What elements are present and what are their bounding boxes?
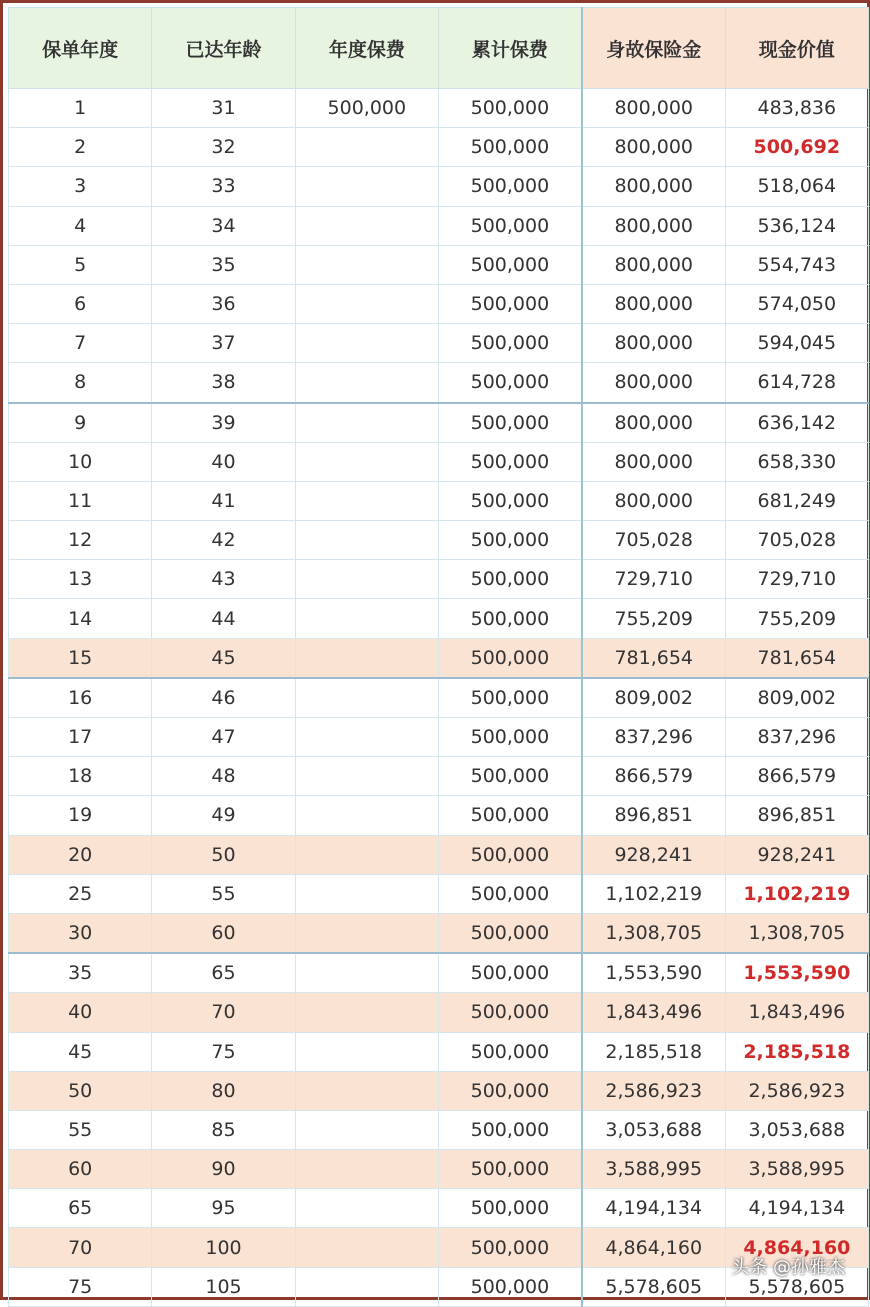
cell-age: 43 bbox=[152, 560, 295, 599]
cell-death-benefit: 2,185,518 bbox=[582, 1032, 725, 1071]
cell-cash-value: 518,064 bbox=[725, 167, 868, 206]
cell-death-benefit: 800,000 bbox=[582, 128, 725, 167]
table-row bbox=[9, 953, 869, 993]
cell-age: 85 bbox=[152, 1110, 295, 1149]
table-row bbox=[9, 167, 869, 206]
cell-death-benefit: 800,000 bbox=[582, 403, 725, 443]
header-age: 已达年龄 bbox=[152, 8, 295, 89]
cell-cash-value: 483,836 bbox=[725, 89, 868, 128]
cell-cash-value: 4,864,160 bbox=[725, 1228, 868, 1267]
cell-age: 42 bbox=[152, 521, 295, 560]
cell-policy-year: 40 bbox=[9, 993, 152, 1032]
cell-age: 60 bbox=[152, 913, 295, 953]
cell-policy-year: 20 bbox=[9, 835, 152, 874]
cell-death-benefit: 1,553,590 bbox=[582, 953, 725, 993]
cell-age: 35 bbox=[152, 245, 295, 284]
cell-cash-value: 3,588,995 bbox=[725, 1150, 868, 1189]
table-row bbox=[9, 1150, 869, 1189]
cell-annual-premium bbox=[295, 363, 438, 403]
cell-annual-premium bbox=[295, 913, 438, 953]
cell-cash-value: 4,194,134 bbox=[725, 1189, 868, 1228]
cell-age: 40 bbox=[152, 442, 295, 481]
cell-cash-value: 500,692 bbox=[725, 128, 868, 167]
cell-annual-premium bbox=[295, 1032, 438, 1071]
cell-total-premium: 500,000 bbox=[438, 913, 581, 953]
cell-death-benefit: 837,296 bbox=[582, 718, 725, 757]
cell-annual-premium bbox=[295, 1150, 438, 1189]
table-row bbox=[9, 481, 869, 520]
table-row bbox=[9, 284, 869, 323]
cell-annual-premium bbox=[295, 284, 438, 323]
header-total-premium: 累计保费 bbox=[438, 8, 581, 89]
cell-death-benefit: 928,241 bbox=[582, 835, 725, 874]
cell-death-benefit: 4,864,160 bbox=[582, 1228, 725, 1267]
cell-death-benefit: 800,000 bbox=[582, 89, 725, 128]
cell-policy-year: 2 bbox=[9, 128, 152, 167]
cell-policy-year: 25 bbox=[9, 874, 152, 913]
cell-death-benefit: 800,000 bbox=[582, 206, 725, 245]
cell-annual-premium bbox=[295, 1110, 438, 1149]
cell-age: 95 bbox=[152, 1189, 295, 1228]
cell-age: 41 bbox=[152, 481, 295, 520]
cell-death-benefit: 1,102,219 bbox=[582, 874, 725, 913]
header-death-benefit: 身故保险金 bbox=[582, 8, 725, 89]
policy-value-table bbox=[8, 7, 869, 1307]
cell-policy-year: 50 bbox=[9, 1071, 152, 1110]
cell-cash-value: 574,050 bbox=[725, 284, 868, 323]
cell-total-premium: 500,000 bbox=[438, 1189, 581, 1228]
cell-total-premium: 500,000 bbox=[438, 796, 581, 835]
cell-total-premium: 500,000 bbox=[438, 757, 581, 796]
cell-age: 90 bbox=[152, 1150, 295, 1189]
cell-policy-year: 4 bbox=[9, 206, 152, 245]
cell-policy-year: 1 bbox=[9, 89, 152, 128]
cell-policy-year: 45 bbox=[9, 1032, 152, 1071]
cell-age: 50 bbox=[152, 835, 295, 874]
cell-cash-value: 2,185,518 bbox=[725, 1032, 868, 1071]
header-annual-premium: 年度保费 bbox=[295, 8, 438, 89]
cell-age: 36 bbox=[152, 284, 295, 323]
cell-annual-premium bbox=[295, 128, 438, 167]
cell-annual-premium bbox=[295, 245, 438, 284]
cell-cash-value: 536,124 bbox=[725, 206, 868, 245]
table-row bbox=[9, 245, 869, 284]
cell-death-benefit: 800,000 bbox=[582, 167, 725, 206]
cell-total-premium: 500,000 bbox=[438, 89, 581, 128]
cell-age: 37 bbox=[152, 324, 295, 363]
cell-death-benefit: 5,578,605 bbox=[582, 1267, 725, 1306]
cell-policy-year: 9 bbox=[9, 403, 152, 443]
table-row bbox=[9, 796, 869, 835]
cell-total-premium: 500,000 bbox=[438, 1267, 581, 1306]
cell-annual-premium: 500,000 bbox=[295, 89, 438, 128]
cell-death-benefit: 809,002 bbox=[582, 678, 725, 718]
table-row bbox=[9, 89, 869, 128]
cell-policy-year: 5 bbox=[9, 245, 152, 284]
table-row bbox=[9, 874, 869, 913]
cell-annual-premium bbox=[295, 678, 438, 718]
table-row bbox=[9, 757, 869, 796]
table-body bbox=[9, 89, 869, 1307]
cell-policy-year: 6 bbox=[9, 284, 152, 323]
cell-cash-value: 729,710 bbox=[725, 560, 868, 599]
cell-age: 70 bbox=[152, 993, 295, 1032]
cell-policy-year: 11 bbox=[9, 481, 152, 520]
cell-annual-premium bbox=[295, 757, 438, 796]
cell-policy-year: 75 bbox=[9, 1267, 152, 1306]
cell-policy-year: 15 bbox=[9, 638, 152, 678]
cell-annual-premium bbox=[295, 324, 438, 363]
cell-death-benefit: 3,588,995 bbox=[582, 1150, 725, 1189]
cell-cash-value: 705,028 bbox=[725, 521, 868, 560]
cell-age: 48 bbox=[152, 757, 295, 796]
cell-age: 32 bbox=[152, 128, 295, 167]
cell-total-premium: 500,000 bbox=[438, 1071, 581, 1110]
cell-annual-premium bbox=[295, 953, 438, 993]
cell-annual-premium bbox=[295, 1189, 438, 1228]
cell-age: 49 bbox=[152, 796, 295, 835]
cell-annual-premium bbox=[295, 560, 438, 599]
cell-death-benefit: 781,654 bbox=[582, 638, 725, 678]
cell-policy-year: 35 bbox=[9, 953, 152, 993]
cell-total-premium: 500,000 bbox=[438, 284, 581, 323]
cell-total-premium: 500,000 bbox=[438, 442, 581, 481]
cell-total-premium: 500,000 bbox=[438, 638, 581, 678]
cell-age: 33 bbox=[152, 167, 295, 206]
cell-policy-year: 55 bbox=[9, 1110, 152, 1149]
cell-total-premium: 500,000 bbox=[438, 1150, 581, 1189]
header-cash-value: 现金价值 bbox=[725, 8, 868, 89]
cell-annual-premium bbox=[295, 403, 438, 443]
cell-policy-year: 14 bbox=[9, 599, 152, 638]
cell-age: 65 bbox=[152, 953, 295, 993]
cell-cash-value: 896,851 bbox=[725, 796, 868, 835]
table-row bbox=[9, 1071, 869, 1110]
cell-annual-premium bbox=[295, 599, 438, 638]
cell-cash-value: 594,045 bbox=[725, 324, 868, 363]
cell-policy-year: 18 bbox=[9, 757, 152, 796]
table-row bbox=[9, 835, 869, 874]
table-row bbox=[9, 913, 869, 953]
cell-total-premium: 500,000 bbox=[438, 560, 581, 599]
table-row bbox=[9, 128, 869, 167]
cell-cash-value: 614,728 bbox=[725, 363, 868, 403]
cell-age: 55 bbox=[152, 874, 295, 913]
cell-cash-value: 554,743 bbox=[725, 245, 868, 284]
cell-cash-value: 636,142 bbox=[725, 403, 868, 443]
cell-cash-value: 1,553,590 bbox=[725, 953, 868, 993]
cell-cash-value: 658,330 bbox=[725, 442, 868, 481]
cell-total-premium: 500,000 bbox=[438, 403, 581, 443]
cell-policy-year: 70 bbox=[9, 1228, 152, 1267]
cell-age: 46 bbox=[152, 678, 295, 718]
cell-policy-year: 12 bbox=[9, 521, 152, 560]
cell-annual-premium bbox=[295, 1228, 438, 1267]
cell-annual-premium bbox=[295, 442, 438, 481]
cell-cash-value: 837,296 bbox=[725, 718, 868, 757]
cell-cash-value: 781,654 bbox=[725, 638, 868, 678]
cell-total-premium: 500,000 bbox=[438, 245, 581, 284]
table-row bbox=[9, 560, 869, 599]
cell-total-premium: 500,000 bbox=[438, 206, 581, 245]
cell-death-benefit: 800,000 bbox=[582, 481, 725, 520]
cell-annual-premium bbox=[295, 481, 438, 520]
cell-cash-value: 866,579 bbox=[725, 757, 868, 796]
cell-cash-value: 1,308,705 bbox=[725, 913, 868, 953]
cell-policy-year: 19 bbox=[9, 796, 152, 835]
cell-total-premium: 500,000 bbox=[438, 363, 581, 403]
cell-total-premium: 500,000 bbox=[438, 718, 581, 757]
cell-annual-premium bbox=[295, 638, 438, 678]
cell-death-benefit: 1,843,496 bbox=[582, 993, 725, 1032]
cell-total-premium: 500,000 bbox=[438, 993, 581, 1032]
cell-cash-value: 809,002 bbox=[725, 678, 868, 718]
cell-cash-value: 2,586,923 bbox=[725, 1071, 868, 1110]
table-row bbox=[9, 206, 869, 245]
table-row bbox=[9, 599, 869, 638]
table-row bbox=[9, 993, 869, 1032]
cell-annual-premium bbox=[295, 521, 438, 560]
cell-cash-value: 3,053,688 bbox=[725, 1110, 868, 1149]
cell-total-premium: 500,000 bbox=[438, 599, 581, 638]
cell-policy-year: 13 bbox=[9, 560, 152, 599]
table-row bbox=[9, 1110, 869, 1149]
cell-policy-year: 10 bbox=[9, 442, 152, 481]
cell-death-benefit: 3,053,688 bbox=[582, 1110, 725, 1149]
cell-total-premium: 500,000 bbox=[438, 953, 581, 993]
cell-total-premium: 500,000 bbox=[438, 324, 581, 363]
cell-death-benefit: 896,851 bbox=[582, 796, 725, 835]
cell-age: 75 bbox=[152, 1032, 295, 1071]
table-row bbox=[9, 324, 869, 363]
cell-death-benefit: 755,209 bbox=[582, 599, 725, 638]
cell-age: 47 bbox=[152, 718, 295, 757]
cell-total-premium: 500,000 bbox=[438, 835, 581, 874]
cell-annual-premium bbox=[295, 206, 438, 245]
cell-policy-year: 8 bbox=[9, 363, 152, 403]
cell-policy-year: 3 bbox=[9, 167, 152, 206]
cell-total-premium: 500,000 bbox=[438, 521, 581, 560]
cell-age: 44 bbox=[152, 599, 295, 638]
table-row bbox=[9, 363, 869, 403]
cell-policy-year: 17 bbox=[9, 718, 152, 757]
cell-death-benefit: 866,579 bbox=[582, 757, 725, 796]
cell-age: 38 bbox=[152, 363, 295, 403]
cell-annual-premium bbox=[295, 167, 438, 206]
table-header bbox=[9, 8, 869, 89]
cell-age: 105 bbox=[152, 1267, 295, 1306]
cell-annual-premium bbox=[295, 874, 438, 913]
header-policy-year: 保单年度 bbox=[9, 8, 152, 89]
cell-death-benefit: 800,000 bbox=[582, 324, 725, 363]
watermark: 头条 @孙雅杰 bbox=[731, 1257, 845, 1278]
cell-death-benefit: 800,000 bbox=[582, 245, 725, 284]
cell-annual-premium bbox=[295, 835, 438, 874]
cell-total-premium: 500,000 bbox=[438, 481, 581, 520]
cell-annual-premium bbox=[295, 1267, 438, 1306]
cell-cash-value: 1,102,219 bbox=[725, 874, 868, 913]
cell-policy-year: 7 bbox=[9, 324, 152, 363]
cell-death-benefit: 1,308,705 bbox=[582, 913, 725, 953]
cell-death-benefit: 800,000 bbox=[582, 442, 725, 481]
cell-cash-value: 5,578,605 bbox=[725, 1267, 868, 1306]
cell-age: 39 bbox=[152, 403, 295, 443]
cell-cash-value: 928,241 bbox=[725, 835, 868, 874]
cell-total-premium: 500,000 bbox=[438, 128, 581, 167]
cell-age: 80 bbox=[152, 1071, 295, 1110]
cell-policy-year: 16 bbox=[9, 678, 152, 718]
cell-death-benefit: 800,000 bbox=[582, 363, 725, 403]
cell-total-premium: 500,000 bbox=[438, 874, 581, 913]
cell-cash-value: 681,249 bbox=[725, 481, 868, 520]
cell-death-benefit: 729,710 bbox=[582, 560, 725, 599]
cell-annual-premium bbox=[295, 718, 438, 757]
cell-death-benefit: 705,028 bbox=[582, 521, 725, 560]
table-row bbox=[9, 403, 869, 443]
cell-age: 45 bbox=[152, 638, 295, 678]
cell-policy-year: 30 bbox=[9, 913, 152, 953]
cell-annual-premium bbox=[295, 993, 438, 1032]
cell-annual-premium bbox=[295, 1071, 438, 1110]
table-row bbox=[9, 678, 869, 718]
cell-age: 34 bbox=[152, 206, 295, 245]
cell-total-premium: 500,000 bbox=[438, 678, 581, 718]
cell-policy-year: 60 bbox=[9, 1150, 152, 1189]
cell-total-premium: 500,000 bbox=[438, 1032, 581, 1071]
cell-policy-year: 65 bbox=[9, 1189, 152, 1228]
cell-cash-value: 755,209 bbox=[725, 599, 868, 638]
table-row bbox=[9, 638, 869, 678]
cell-total-premium: 500,000 bbox=[438, 1110, 581, 1149]
table-row bbox=[9, 1032, 869, 1071]
cell-age: 31 bbox=[152, 89, 295, 128]
cell-total-premium: 500,000 bbox=[438, 167, 581, 206]
cell-death-benefit: 4,194,134 bbox=[582, 1189, 725, 1228]
table-row bbox=[9, 442, 869, 481]
cell-age: 100 bbox=[152, 1228, 295, 1267]
table-row bbox=[9, 521, 869, 560]
table-row bbox=[9, 718, 869, 757]
header-row bbox=[9, 8, 869, 89]
cell-total-premium: 500,000 bbox=[438, 1228, 581, 1267]
cell-death-benefit: 800,000 bbox=[582, 284, 725, 323]
cell-cash-value: 1,843,496 bbox=[725, 993, 868, 1032]
cell-death-benefit: 2,586,923 bbox=[582, 1071, 725, 1110]
cell-annual-premium bbox=[295, 796, 438, 835]
table-row bbox=[9, 1189, 869, 1228]
